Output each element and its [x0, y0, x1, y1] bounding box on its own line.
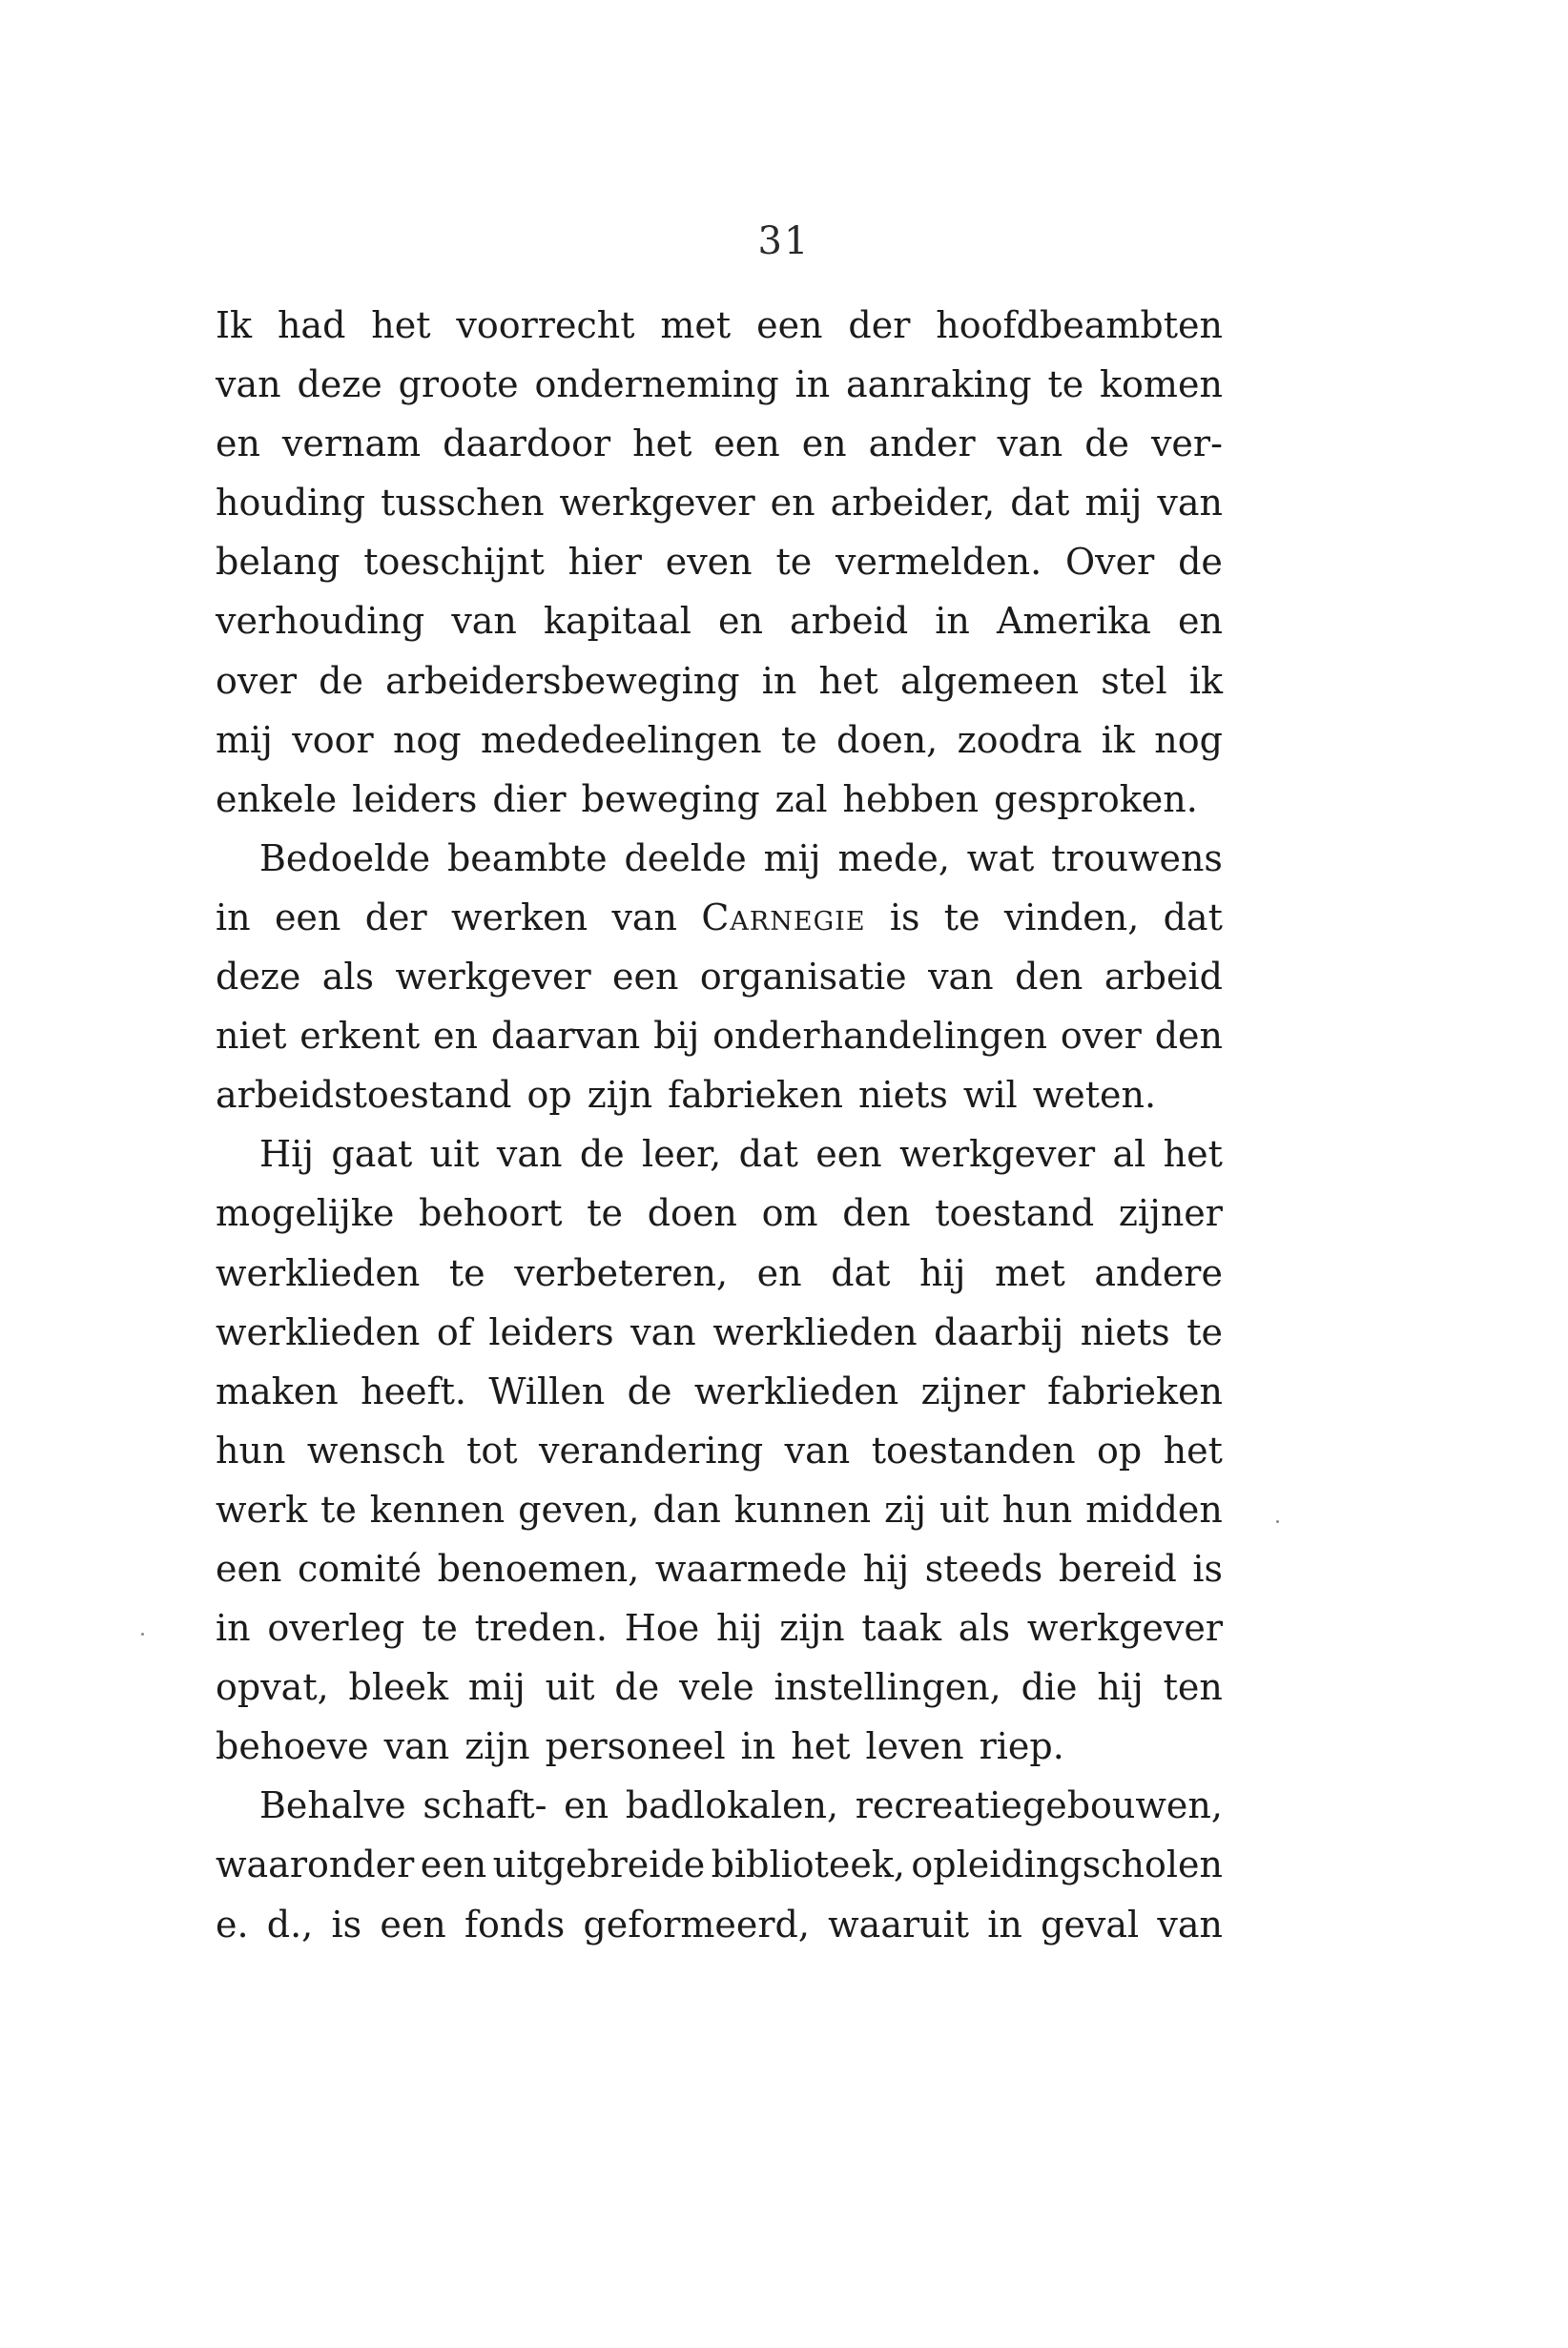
word: komen — [1100, 363, 1223, 406]
word: vermelden. — [836, 541, 1042, 584]
word: der — [848, 304, 911, 346]
word: de — [1084, 422, 1130, 465]
word: geven, — [518, 1488, 640, 1531]
word: van — [1157, 1903, 1223, 1946]
word: hij — [862, 1547, 910, 1590]
word: treden. — [474, 1607, 608, 1650]
word: te — [1047, 363, 1084, 406]
word: te — [422, 1607, 458, 1650]
word: dan — [652, 1488, 721, 1531]
word: den — [1154, 1015, 1223, 1058]
word: heeft. — [361, 1370, 466, 1412]
text-line — [216, 1895, 1223, 1954]
text-line — [216, 355, 1223, 414]
word: met — [995, 1251, 1065, 1294]
word: algemeen — [899, 659, 1080, 702]
word: arbeidersbeweging — [385, 659, 740, 702]
word: vele — [679, 1666, 754, 1709]
word: bereid — [1058, 1547, 1177, 1590]
word: instellingen, — [774, 1666, 1001, 1709]
text-line — [216, 1124, 1223, 1184]
word: fabrieken — [1047, 1370, 1223, 1412]
word: ik — [1101, 718, 1135, 761]
word: als — [321, 956, 375, 999]
word: benoemen, — [437, 1547, 640, 1590]
word: steeds — [924, 1547, 1043, 1590]
word: hij — [1097, 1666, 1144, 1709]
word: gesproken. — [994, 777, 1198, 820]
word: arbeider, — [830, 482, 996, 525]
text-line — [216, 532, 1223, 591]
word: een — [216, 1547, 282, 1590]
word: te — [1186, 1310, 1223, 1353]
word: werkgever — [899, 1133, 1096, 1176]
word: niet — [216, 1015, 287, 1058]
text-line — [216, 651, 1223, 711]
word: daardoor — [443, 422, 611, 465]
word: hun — [216, 1429, 286, 1472]
word: waarmede — [654, 1547, 848, 1590]
word: midden — [1085, 1488, 1223, 1531]
word: zal — [774, 777, 828, 820]
word: werk — [216, 1488, 308, 1531]
word: zijn — [464, 1725, 530, 1768]
word: dier — [492, 777, 567, 820]
word: ander — [868, 422, 976, 465]
word: de — [627, 1370, 672, 1412]
word: over — [216, 659, 297, 702]
word: verbeteren, — [514, 1251, 729, 1294]
word: d., — [266, 1903, 314, 1946]
word: Behalve — [259, 1784, 406, 1827]
word: hij — [919, 1251, 966, 1294]
word: nog — [1154, 718, 1223, 761]
word: dat — [1163, 896, 1223, 938]
word: zijner — [1118, 1192, 1223, 1235]
word: hoofdbeambten — [936, 304, 1223, 346]
word: deze — [216, 956, 301, 999]
word: nog — [392, 718, 462, 761]
word: een — [380, 1903, 446, 1946]
word: ten — [1163, 1666, 1223, 1709]
word: verhouding — [216, 600, 425, 643]
word: niets — [857, 1074, 948, 1117]
word: hun — [1001, 1488, 1073, 1531]
word: Amerika — [996, 600, 1151, 643]
word: van — [997, 422, 1063, 465]
word: werken — [450, 896, 588, 938]
word: Carnegie — [701, 896, 866, 938]
word: wil — [962, 1074, 1018, 1117]
word: leiders — [488, 1310, 614, 1353]
word: van — [383, 1725, 450, 1768]
word: doen — [647, 1192, 737, 1235]
word: werklieden — [712, 1310, 918, 1353]
word: dat — [1010, 482, 1070, 525]
word: de — [614, 1666, 660, 1709]
word: mede, — [837, 836, 950, 879]
word: of — [436, 1310, 472, 1353]
word: in — [987, 1903, 1022, 1946]
word: leiders — [352, 777, 478, 820]
word: te — [780, 718, 817, 761]
word: niets — [1080, 1310, 1170, 1353]
word: is — [889, 896, 920, 938]
text-line — [216, 947, 1223, 1006]
word: mededeelingen — [480, 718, 762, 761]
text-line — [216, 1362, 1223, 1421]
word: groote — [398, 363, 519, 406]
word: in — [216, 896, 251, 938]
word: van — [216, 363, 281, 406]
word: daarvan — [490, 1015, 641, 1058]
word: bij — [653, 1015, 700, 1058]
text-line — [216, 1421, 1223, 1480]
word: uit — [429, 1133, 480, 1176]
word: behoort — [419, 1192, 563, 1235]
word: had — [277, 304, 346, 346]
word: riep. — [979, 1725, 1064, 1768]
word: onderneming — [534, 363, 779, 406]
word: verandering — [539, 1429, 764, 1472]
word: die — [1021, 1666, 1078, 1709]
word: voorrecht — [456, 304, 635, 346]
word: zoodra — [957, 718, 1083, 761]
word: en — [564, 1784, 609, 1827]
word: mogelijke — [216, 1192, 395, 1235]
word: van — [496, 1133, 563, 1176]
text-line — [216, 414, 1223, 473]
word: andere — [1094, 1251, 1223, 1294]
text-line — [216, 711, 1223, 770]
word: mij — [1084, 482, 1143, 525]
word: vinden, — [1003, 896, 1140, 938]
text-line — [216, 1065, 1223, 1124]
word: der — [364, 896, 427, 938]
word: hij — [716, 1607, 763, 1650]
word: Over — [1065, 541, 1155, 584]
text-line — [216, 1303, 1223, 1362]
word: mij — [216, 718, 273, 761]
word: tusschen — [381, 482, 545, 525]
word: belang — [216, 541, 340, 584]
word: de — [579, 1133, 625, 1176]
word: trouwens — [1051, 836, 1223, 879]
word: in — [794, 363, 831, 406]
word: leer, — [642, 1133, 722, 1176]
word: Hoe — [624, 1607, 700, 1650]
word: den — [1015, 956, 1083, 999]
word: leven — [865, 1725, 964, 1768]
word: een — [756, 304, 823, 346]
text-line — [216, 1776, 1223, 1835]
word: in — [935, 600, 970, 643]
word: in — [761, 659, 797, 702]
text-line — [216, 1244, 1223, 1303]
text-line — [216, 1480, 1223, 1539]
word: hier — [567, 541, 642, 584]
word: enkele — [216, 777, 338, 820]
word: arbeid — [1104, 956, 1223, 999]
word: uit — [939, 1488, 989, 1531]
word: een — [713, 422, 780, 465]
word: tot — [466, 1429, 518, 1472]
word: toestanden — [871, 1429, 1076, 1472]
word: personeel — [545, 1725, 726, 1768]
text-line — [216, 1184, 1223, 1243]
word: recreatiegebouwen, — [855, 1784, 1223, 1827]
word: en — [216, 422, 260, 465]
word: deze — [297, 363, 382, 406]
word: biblioteek, — [711, 1843, 906, 1886]
word: een — [420, 1843, 487, 1886]
page-number: 31 — [757, 219, 811, 263]
word: zijn — [587, 1074, 653, 1117]
word: van — [928, 956, 994, 999]
word: van — [1157, 482, 1223, 525]
word: comité — [297, 1547, 423, 1590]
word: en — [801, 422, 847, 465]
word: bleek — [348, 1666, 449, 1709]
word: fonds — [464, 1903, 566, 1946]
word: geval — [1041, 1903, 1140, 1946]
word: beambte — [446, 836, 608, 879]
word: gaat — [331, 1133, 413, 1176]
word: zijner — [920, 1370, 1025, 1412]
word: een — [612, 956, 679, 999]
word: onderhandelingen — [712, 1015, 1047, 1058]
word: werkgever — [1026, 1607, 1223, 1650]
word: overleg — [267, 1607, 405, 1650]
text-line — [216, 1598, 1223, 1658]
word: te — [775, 541, 813, 584]
word: is — [1192, 1547, 1223, 1590]
word: uitgebreide — [492, 1843, 706, 1886]
text-line — [216, 1717, 1223, 1776]
word: om — [761, 1192, 818, 1235]
word: even — [665, 541, 753, 584]
word: Willen — [488, 1370, 606, 1412]
word: dat — [831, 1251, 891, 1294]
word: maken — [216, 1370, 339, 1412]
word: aanraking — [846, 363, 1032, 406]
word: uit — [545, 1666, 595, 1709]
text-line — [216, 296, 1223, 355]
word: het — [791, 1725, 851, 1768]
word: van — [611, 896, 678, 938]
word: ik — [1188, 659, 1223, 702]
word: het — [371, 304, 431, 346]
word: het — [1163, 1429, 1223, 1472]
word: doen, — [836, 718, 939, 761]
word: werklieden — [216, 1251, 421, 1294]
word: fabrieken — [668, 1074, 843, 1117]
word: een — [815, 1133, 882, 1176]
word: zij — [884, 1488, 927, 1531]
word: met — [660, 304, 732, 346]
word: werklieden — [216, 1310, 421, 1353]
word: en — [717, 600, 763, 643]
text-line — [216, 473, 1223, 532]
word: van — [630, 1310, 696, 1353]
text-line — [216, 1006, 1223, 1065]
word: kennen — [369, 1488, 505, 1531]
word: badlokalen, — [625, 1784, 839, 1827]
word: toestand — [935, 1192, 1095, 1235]
word: en — [433, 1015, 478, 1058]
word: over — [1060, 1015, 1142, 1058]
word: in — [216, 1607, 251, 1650]
word: behoeve — [216, 1725, 369, 1768]
word: het — [1163, 1133, 1223, 1176]
text-line — [216, 1539, 1223, 1598]
word: de — [1178, 541, 1223, 584]
word: op — [526, 1074, 572, 1117]
word: taak — [861, 1607, 942, 1650]
word: zijn — [779, 1607, 845, 1650]
word: dat — [738, 1133, 798, 1176]
word: waaruit — [828, 1903, 970, 1946]
text-line — [216, 888, 1223, 947]
word: al — [1112, 1133, 1146, 1176]
word: wensch — [306, 1429, 445, 1472]
word: e. — [216, 1903, 249, 1946]
word: schaft- — [423, 1784, 547, 1827]
word: organisatie — [699, 956, 907, 999]
word: op — [1097, 1429, 1143, 1472]
word: werkgever — [559, 482, 755, 525]
word: en — [756, 1251, 802, 1294]
word: het — [818, 659, 878, 702]
word: geformeerd, — [583, 1903, 810, 1946]
word: kunnen — [733, 1488, 872, 1531]
word: vernam — [281, 422, 422, 465]
word: van — [784, 1429, 851, 1472]
word: wat — [966, 836, 1035, 879]
paper-speck — [141, 1633, 144, 1636]
word: een — [274, 896, 341, 938]
word: de — [319, 659, 363, 702]
word: het — [632, 422, 692, 465]
word: als — [958, 1607, 1011, 1650]
word: ver- — [1150, 422, 1223, 465]
word: Bedoelde — [259, 836, 431, 879]
word: kapitaal — [544, 600, 691, 643]
word: arbeidstoestand — [216, 1074, 512, 1117]
word: van — [451, 600, 517, 643]
text-line — [216, 591, 1223, 650]
word: te — [320, 1488, 357, 1531]
word: en — [1178, 600, 1223, 643]
word: opleidingscholen — [911, 1843, 1223, 1886]
word: voor — [292, 718, 374, 761]
word: mij — [467, 1666, 526, 1709]
word: mij — [763, 836, 821, 879]
word: is — [331, 1903, 362, 1946]
paper-speck — [1276, 1520, 1279, 1523]
word: werkgever — [395, 956, 591, 999]
word: Ik — [216, 304, 253, 346]
word: te — [448, 1251, 485, 1294]
word: daarbij — [934, 1310, 1064, 1353]
word: arbeid — [790, 600, 909, 643]
word: toeschijnt — [363, 541, 545, 584]
word: weten. — [1032, 1074, 1157, 1117]
word: en — [770, 482, 815, 525]
text-line — [216, 1835, 1223, 1894]
word: te — [943, 896, 980, 938]
word: waaronder — [216, 1843, 415, 1886]
word: deelde — [624, 836, 747, 879]
text-line — [216, 829, 1223, 888]
word: houding — [216, 482, 366, 525]
word: opvat, — [216, 1666, 329, 1709]
text-line — [216, 1658, 1223, 1717]
word: in — [740, 1725, 776, 1768]
word: beweging — [581, 777, 760, 820]
text-line — [216, 770, 1223, 829]
word: den — [842, 1192, 911, 1235]
word: stel — [1101, 659, 1167, 702]
word: erkent — [299, 1015, 421, 1058]
word: Hij — [259, 1133, 315, 1176]
word: te — [587, 1192, 624, 1235]
word: werklieden — [693, 1370, 899, 1412]
word: hebben — [842, 777, 980, 820]
body-text — [216, 296, 1223, 1954]
